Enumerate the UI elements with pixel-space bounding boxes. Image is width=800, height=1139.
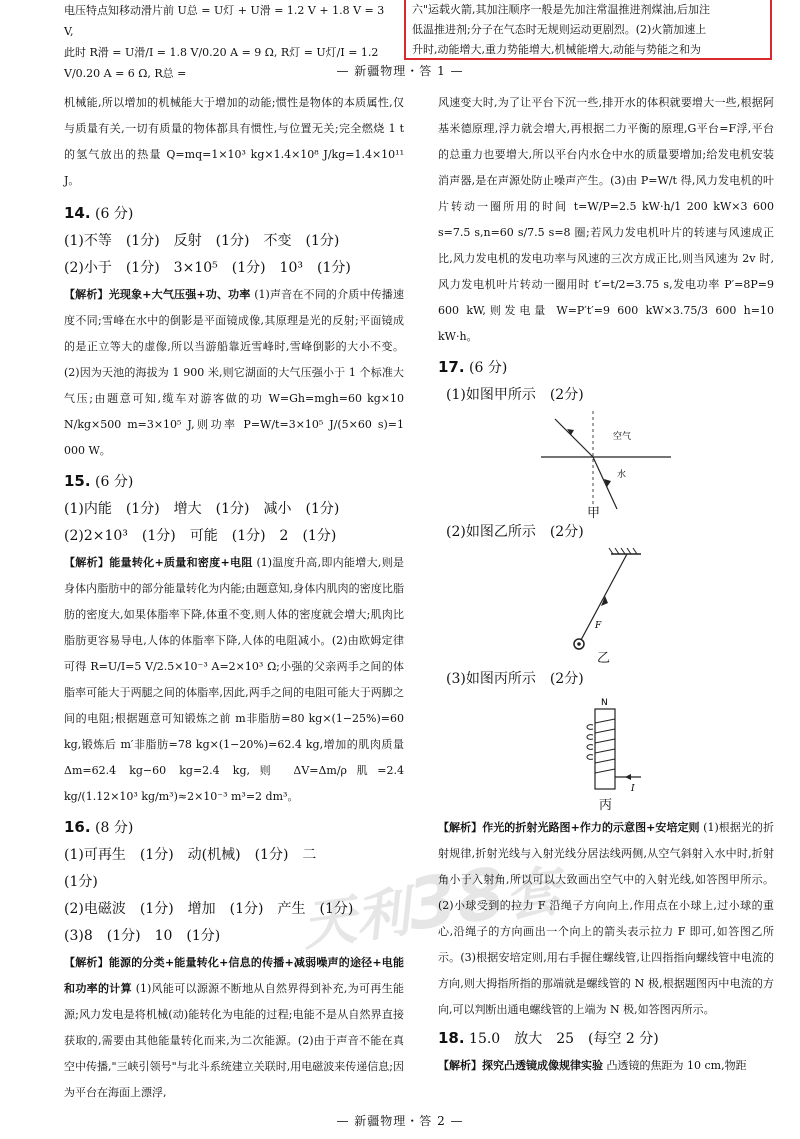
- question-number: 17.: [438, 358, 465, 376]
- question-number: 18.: [438, 1029, 465, 1047]
- question-number: 15.: [64, 472, 91, 490]
- figure-caption: 丙: [599, 798, 613, 813]
- highlighted-line: 升时,动能增大,重力势能增大,机械能增大,动能与势能之和为: [412, 43, 701, 56]
- answer-line: (2)2×10³ (1分) 可能 (1分) 2 (1分): [64, 528, 337, 544]
- explanation-text: (1)根据光的折射规律,折射光线与入射光线分居法线两侧,从空气斜射入水中时,折射角小于入射角,所以可以大致画出空气中的入射光线,如答图甲所示。(2)小球受到的拉力 F 沿绳子方向向上,作用点在小球上,过小球的重心,沿绳子的方向画出一个向上的箭头表示拉力 F 即可,如答图乙所示。(3)根据安培定则,用右手握住螺线管,让四指指向螺线管中电流的方向,则大拇指所指的那端就是螺线管的 N 极,根据题图丙中电流的方向,可以判断出通电螺线管的上端为 N 极,如答图丙所示。: [438, 821, 774, 1016]
- explanation-tag: 【解析】能源的分类+能量转化+信息的传播+减弱噪声的途径+电能和功率的计算: [64, 956, 404, 995]
- left-column: [64, 90, 404, 1106]
- figure-solenoid: [541, 693, 671, 811]
- question-points: (6 分): [469, 360, 508, 376]
- continued-explanation: 风速变大时,为了让平台下沉一些,排开水的体积就要增大一些,根据阿基米德原理,浮力就会增大,再根据二力平衡的原理,G平台=F浮,平台的总重力也要增大,所以平台内水仓中水的质量要增加;给发电机安装消声器,是在声源处防止噪声产生。(3)由 P=W/t 得,风力发电机的叶片转动一圈所用的时间 t=W/P=2.5 kW·h/1 200 kW×3 600 s=7.5 s,n=60 s/7.5 s=8 圈;若风力发电机叶片的转速与风速成正比,风力发电机的发电功率与风速的三次方成正比,则当风速为 2v 时,风力发电机叶片转动一圈用时 t′=t/2=3.75 s,发电功率 P′=8P=9 600 kW,则发电量 W=P′t′=9 600 kW×3.75/3 600 h=10 kW·h。: [438, 96, 774, 343]
- label-water: 水: [617, 470, 627, 480]
- figure-caption: 甲: [587, 506, 601, 521]
- answer-line: (2)小于 (1分) 3×10⁵ (1分) 10³ (1分): [64, 260, 351, 276]
- explanation: [64, 282, 404, 464]
- highlighted-line: 低温推进剂;分子在气态时无规则运动更剧烈。(2)火箭加速上: [412, 23, 707, 36]
- explanation-text: 凸透镜的焦距为 10 cm,物距: [606, 1059, 747, 1072]
- answer-line: (1)如图甲所示 (2分): [446, 387, 584, 403]
- label-force: F: [595, 621, 602, 631]
- highlighted-box: [404, 0, 772, 60]
- explanation: [64, 550, 404, 810]
- explanation-tag: 【解析】能量转化+质量和密度+电阻: [64, 556, 253, 569]
- explanation-tag: 【解析】作光的折射光路图+作力的示意图+安培定则: [438, 821, 700, 834]
- question-14-header: [64, 200, 404, 228]
- label-current: I: [631, 784, 635, 794]
- figure-caption: 乙: [597, 651, 611, 666]
- explanation-text: (1)温度升高,即内能增大,则是身体内脂肪中的部分能量转化为内能;由题意知,身体内肌肉的密度比脂肪的密度大,如果体脂率下降,体重不变,则人体的密度就会增大;肌肉比脂肪更容易导电,人体的体脂率下降,人体的电阻减小。(2)由欧姆定律可得 R=U/I=5 V/2.5×10⁻³ A=2×10³ Ω;小强的父亲两手之间的体脂率可能大于两腿之间的体脂率,因此,两手之间的电阻可能大于两脚之间的电阻;根据题意可知锻炼之前 m非脂肪=80 kg×(1−25%)=60 kg,锻炼后 m′非脂肪=78 kg×(1−20%)=62.4 kg,增加的肌肉质量 Δm=62.4 kg−60 kg=2.4 kg,则 ΔV=Δm/ρ肌=2.4 kg/(1.12×10³ kg/m³)≈2×10⁻³ m³=2 dm³。: [64, 556, 405, 803]
- question-number: 14.: [64, 204, 91, 222]
- highlighted-line: 六"运载火箭,其加注顺序一般是先加注常温推进剂煤油,后加注: [412, 3, 711, 16]
- label-air: 空气: [613, 432, 632, 442]
- question-number: 16.: [64, 818, 91, 836]
- answer-line: (2)如图乙所示 (2分): [446, 524, 584, 540]
- answer-line: 15.0 放大 25 (每空 2 分): [469, 1031, 659, 1047]
- answer-line: (1)可再生 (1分) 动(机械) (1分) 二: [64, 847, 317, 863]
- explanation-tag: 【解析】探究凸透镜成像规律实验: [438, 1059, 603, 1072]
- question-points: (8 分): [95, 820, 134, 836]
- answer-line: (1分): [64, 874, 98, 890]
- refraction-diagram: [541, 409, 671, 519]
- explanation-tag: 【解析】光现象+大气压强+功、功率: [64, 288, 251, 301]
- figure-force: [541, 546, 671, 666]
- question-points: (6 分): [95, 206, 134, 222]
- answer-line: (3)8 (1分) 10 (1分): [64, 928, 221, 944]
- watermark-logo: 天利38套: [297, 851, 564, 958]
- explanation-text: (1)声音在不同的介质中传播速度不同;雪峰在水中的倒影是平面镜成像,其原理是光的反射;平面镜成的是正立等大的虚像,所以当游船靠近雪峰时,雪峰倒影的大小不变。(2)因为天池的海拔为 1 900 米,则它湖面的大气压强小于 1 个标准大气压;由题意可知,缆车对游客做的功 W=Gh=mgh=60 kg×10 N/kg×500 m=3×10⁵ J,则功率 P=W/t=3×10⁵ J/(5×60 s)=1 000 W。: [64, 288, 404, 457]
- explanation: [438, 815, 774, 1023]
- answer-line: (1)内能 (1分) 增大 (1分) 减小 (1分): [64, 501, 340, 517]
- question-17-header: [438, 354, 774, 382]
- question-points: (6 分): [95, 474, 134, 490]
- figure-refraction: [541, 409, 671, 519]
- answer-line: (2)电磁波 (1分) 增加 (1分) 产生 (1分): [64, 901, 354, 917]
- question-16-header: [64, 814, 404, 842]
- right-column: [438, 90, 774, 1079]
- top-left-line: 此时 R滑 = U滑/I = 1.8 V/0.20 A = 9 Ω, R灯 = U灯/I = 1.2 V/0.20 A = 6 Ω, R总 =: [64, 46, 379, 80]
- page-footer-1: — 新疆物理・答 1 —: [336, 64, 464, 78]
- answer-line: (1)不等 (1分) 反射 (1分) 不变 (1分): [64, 233, 340, 249]
- label-north: N: [601, 698, 608, 708]
- continued-explanation: 机械能,所以增加的机械能大于增加的动能;惯性是物体的本质属性,仅与质量有关,一切有质量的物体都具有惯性,与位置无关;完全燃烧 1 t 的氢气放出的热量 Q=mq=1×10³ kg×1.4×10⁸ J/kg=1.4×10¹¹ J。: [64, 96, 404, 187]
- explanation-text: (1)风能可以源源不断地从自然界得到补充,为可再生能源;风力发电是将机械(动)能转化为电能的过程;电能不是从自然界直接获取的,需要由其他能量转化而来,为二次能源。(2)由于声音不能在真空中传播,"三峡引领号"与北斗系统建立关联时,用电磁波来传递信息;因为平台在海面上漂浮,: [64, 982, 405, 1099]
- question-18-header: [438, 1025, 774, 1053]
- top-left-line: 电压特点知移动滑片前 U总 = U灯 + U滑 = 1.2 V + 1.8 V = 3 V,: [64, 4, 385, 38]
- explanation: [64, 950, 404, 1106]
- question-15-header: [64, 468, 404, 496]
- page-footer-2: — 新疆物理・答 2 —: [336, 1114, 464, 1128]
- explanation: [438, 1053, 774, 1079]
- answer-line: (3)如图丙所示 (2分): [446, 671, 584, 687]
